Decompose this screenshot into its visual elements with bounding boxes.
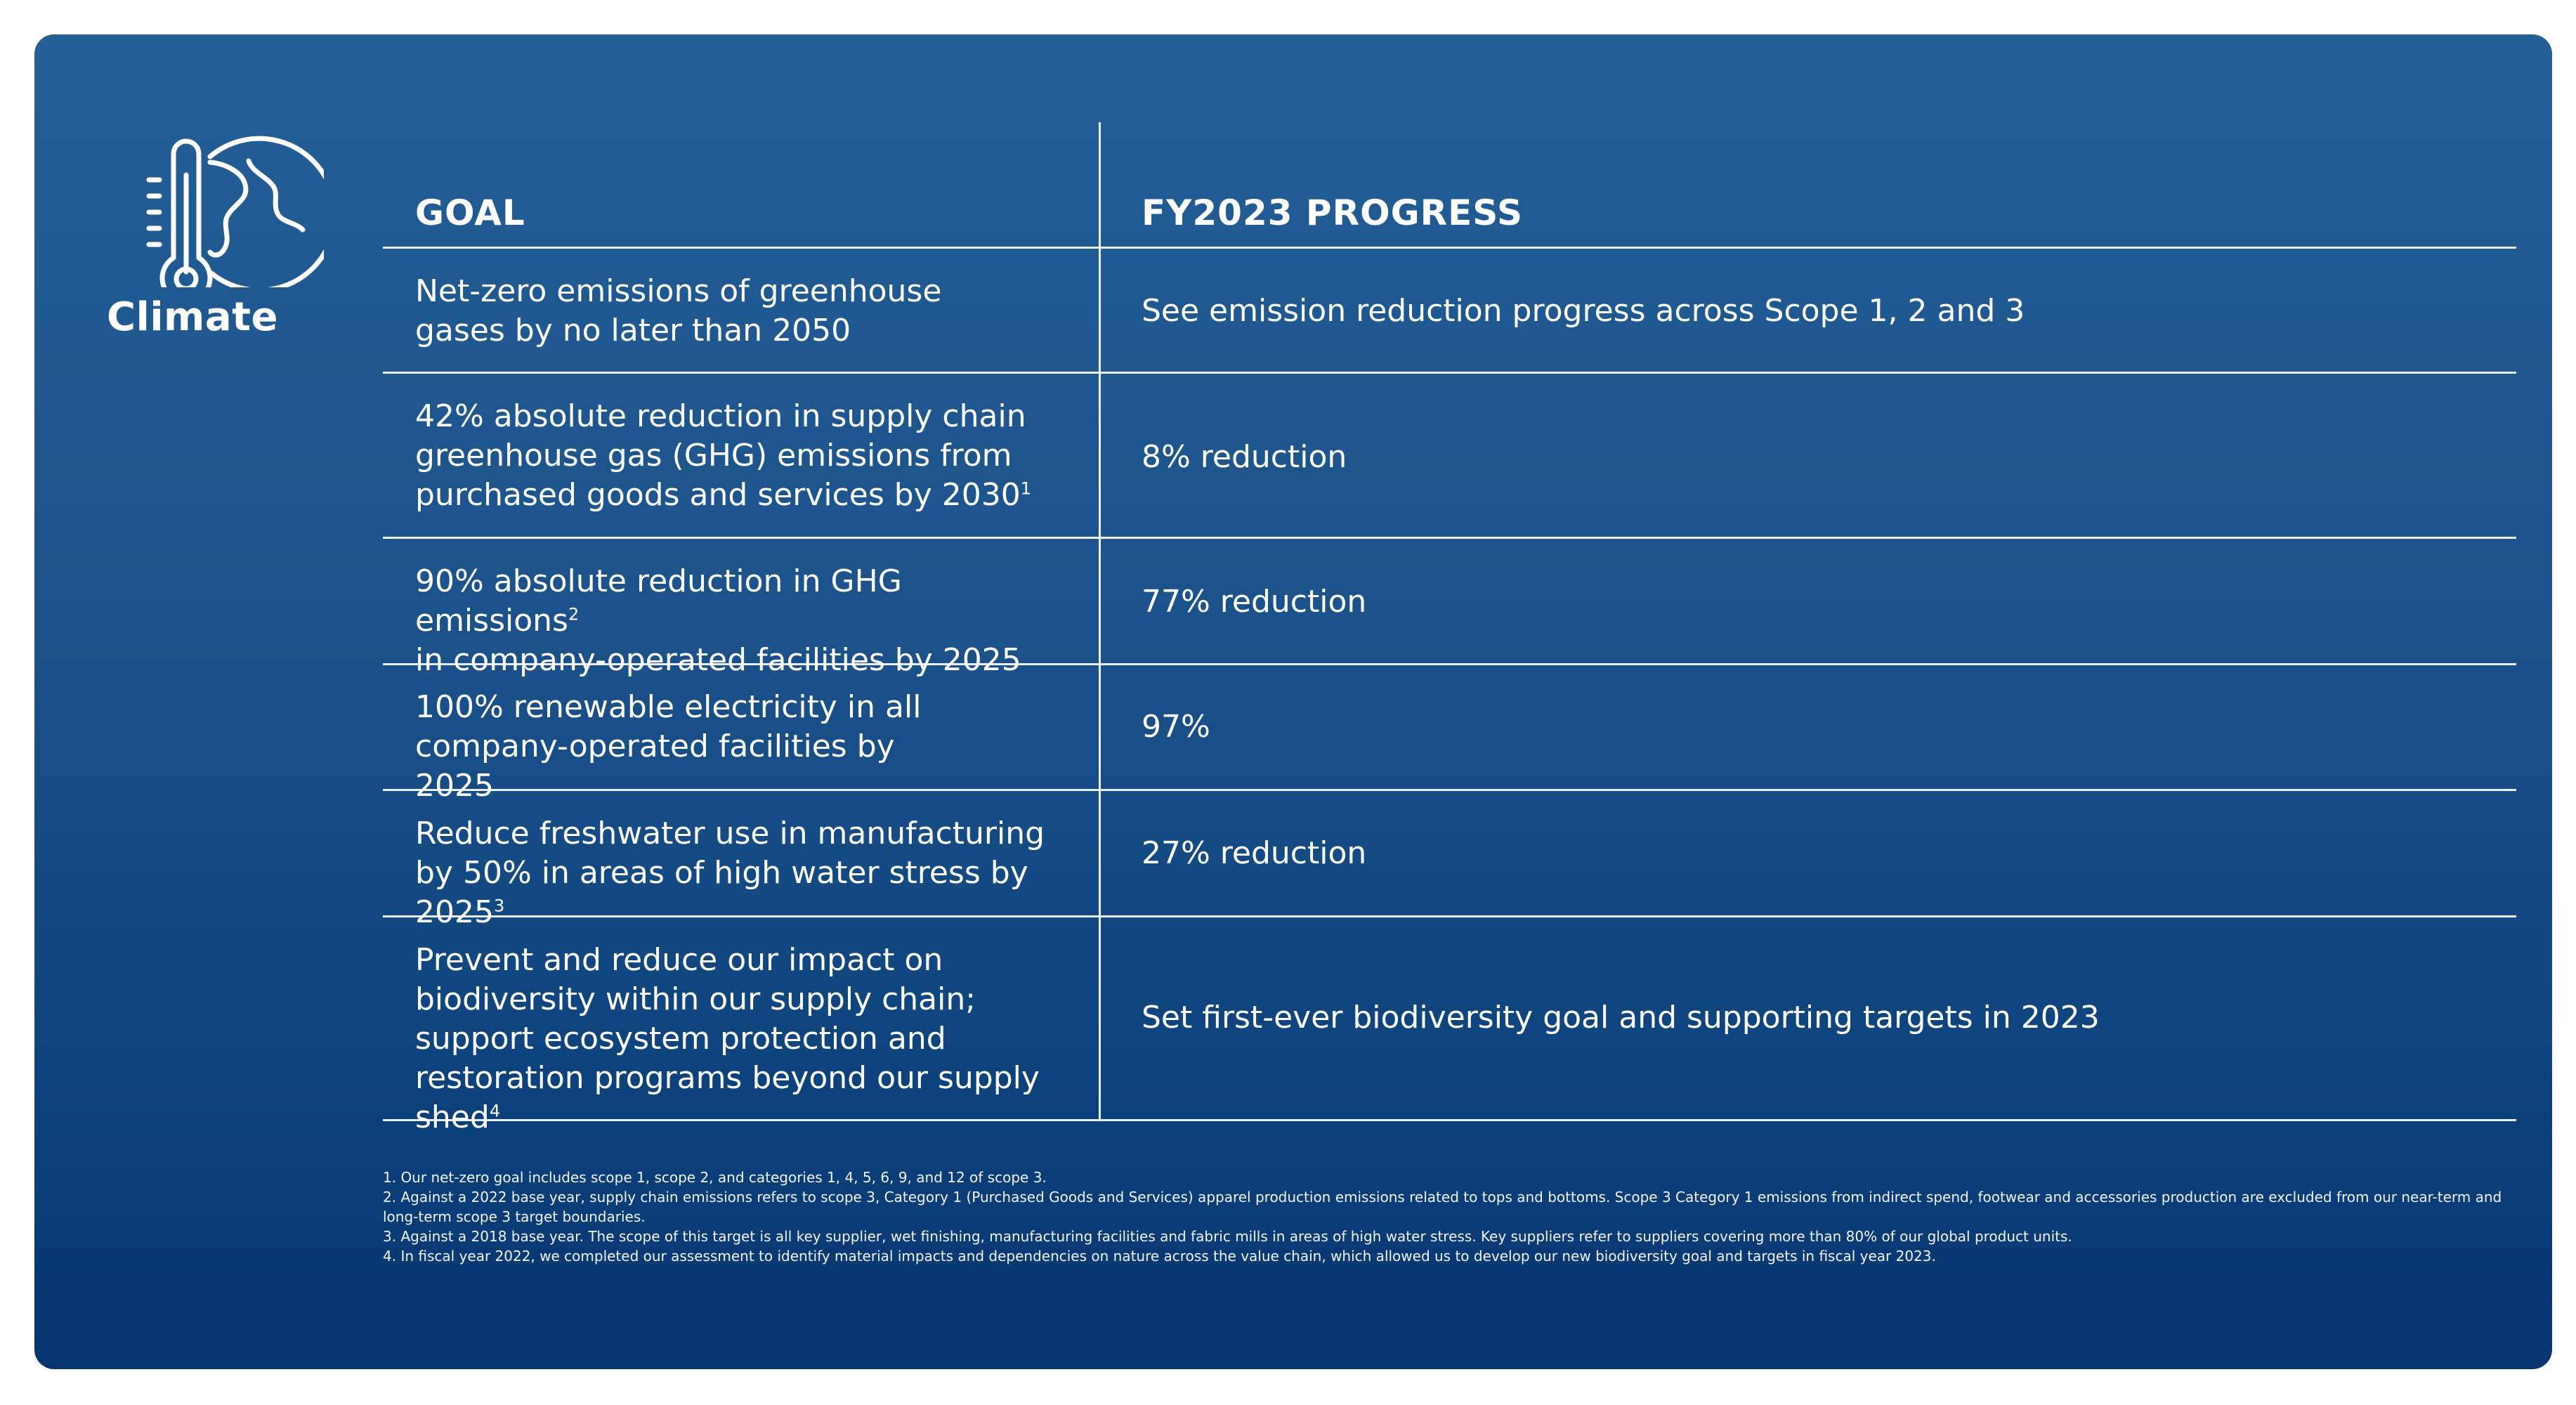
table-row-goal: Reduce freshwater use in manufacturing by 50% in areas of high water stress by 2025$^3$ (415, 816, 1045, 930)
table-row-progress: See emission reduction progress across Scope 1, 2 and 3 (1142, 293, 2025, 329)
table-row-progress: 27% reduction (1142, 835, 1367, 871)
climate-goals-panel (34, 34, 2552, 1369)
table-row-goal: 90% absolute reduction in GHG emissions$^2$ in company-operated facilities by 2025 (415, 563, 1021, 678)
table-row-progress: 77% reduction (1142, 584, 1367, 620)
table-row-progress: Set first-ever biodiversity goal and supporting targets in 2023 (1142, 1000, 2100, 1035)
climate-label: Climate (107, 294, 278, 340)
table-row-progress: 8% reduction (1142, 439, 1347, 475)
row-divider (383, 537, 2516, 539)
table-row-goal: Net-zero emissions of greenhouse gases by no later than 2050 (415, 273, 942, 348)
footnote-ref: 1 (1020, 478, 1031, 499)
column-divider (1099, 122, 1101, 1120)
table-row-progress: 97% (1142, 709, 1210, 745)
row-divider (383, 247, 2516, 249)
table-row-goal: 100% renewable electricity in all company-operated facilities by 2025 (415, 689, 922, 804)
goal-header: GOAL (415, 192, 525, 233)
row-divider (383, 372, 2516, 374)
footnote: 4. In fiscal year 2022, we completed our assessment to identify material impacts and dependencies on nature across the value chain, which allowed us to develop our new biodiversity goal and targets in fiscal year 2023. (383, 1248, 1936, 1264)
footnote-ref: 2 (568, 604, 580, 625)
footnote-ref: 4 (489, 1101, 501, 1121)
footnote: 2. Against a 2022 base year, supply chain emissions refers to scope 3, Category 1 (Purchased Goods and Services) apparel production emissions related to tops and bottoms. Scope 3 Category 1 emissions from indirect spend, footwear and accessories production are excluded from our near-term and long-term scope 3 target boundaries. (383, 1189, 2502, 1225)
progress-header: FY2023 PROGRESS (1142, 192, 1524, 233)
footnote: 1. Our net-zero goal includes scope 1, scope 2, and categories 1, 4, 5, 6, 9, and 12 of scope 3. (383, 1169, 1047, 1186)
footnote: 3. Against a 2018 base year. The scope of this target is all key supplier, wet finishing, manufacturing facilities and fabric mills in areas of high water stress. Key suppliers refer to suppliers covering more than 80% of our global product units. (383, 1228, 2072, 1245)
footnote-ref: 3 (493, 896, 505, 916)
footnotes (383, 1168, 2532, 1266)
thermometer-globe-icon (105, 112, 324, 287)
table-row-goal: 42% absolute reduction in supply chain greenhouse gas (GHG) emissions from purchased goods and services by 2030$^1$ (415, 398, 1031, 513)
table-row-goal: Prevent and reduce our impact on biodiversity within our supply chain; support ecosystem protection and restoration programs beyond our supply shed$^4$ (415, 942, 1040, 1135)
